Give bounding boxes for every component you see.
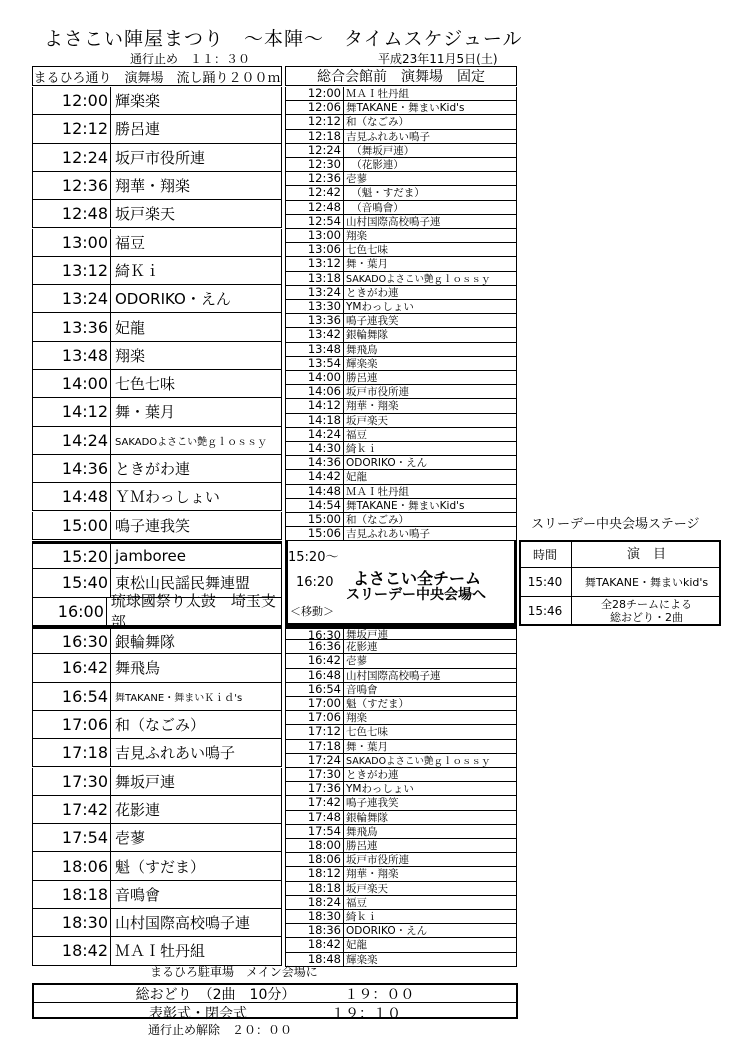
- right-schedule-row: [285, 328, 517, 342]
- right-row-team: ODORIKO・えん: [346, 457, 428, 470]
- right-schedule-row: [285, 669, 517, 683]
- right-schedule-row: [285, 711, 517, 725]
- stage-title: スリーデー中央会場ステージ: [531, 517, 700, 532]
- left-schedule-row: [32, 342, 282, 370]
- right-row-time: 13:54: [286, 357, 344, 370]
- left-row-team: 坂戸楽天: [115, 205, 176, 224]
- right-row-time: 18:06: [286, 853, 344, 866]
- right-row-time: 14:12: [286, 399, 344, 412]
- left-row-team: 琉球國祭り太鼓 埼玉支部: [110, 592, 276, 632]
- right-row-team: 吉見ふれあい鳴子: [346, 528, 430, 541]
- right-schedule-row: [285, 953, 517, 967]
- right-schedule-row: [285, 470, 517, 484]
- right-schedule-row: [285, 442, 517, 456]
- right-row-time: 14:48: [286, 485, 344, 498]
- right-row-team: 翔楽: [346, 712, 367, 725]
- right-row-time: 13:42: [286, 328, 344, 341]
- left-row-team: jamboree: [115, 547, 186, 566]
- right-row-team: 舞飛鳥: [346, 343, 378, 356]
- left-schedule-row: [32, 881, 282, 909]
- right-schedule-row: [285, 428, 517, 442]
- right-schedule-row: [285, 499, 517, 513]
- right-schedule-row: [285, 130, 517, 144]
- right-row-team: 輝楽楽: [346, 953, 378, 966]
- right-schedule-row: [285, 725, 517, 739]
- stage-row-time: 15:46: [519, 597, 572, 625]
- right-row-team: ODORIKO・えん: [346, 925, 428, 938]
- right-row-team: ときがわ連: [346, 769, 399, 782]
- right-row-team: 山村国際高校鳴子連: [346, 669, 441, 682]
- left-column-header: まるひろ通り 演舞場 流し踊り２００ｍ: [32, 66, 282, 86]
- left-row-team: 妃龍: [115, 318, 146, 337]
- stage-row: [519, 597, 721, 625]
- right-row-time: 13:00: [286, 229, 344, 242]
- left-row-team: 壱蓼: [115, 829, 146, 848]
- right-schedule-row: [285, 399, 517, 413]
- right-row-team: YMわっしょい: [346, 301, 414, 314]
- right-schedule-row: [285, 938, 517, 952]
- right-row-time: 12:36: [286, 172, 344, 185]
- right-row-team: （魁・すだま）: [346, 187, 425, 200]
- right-row-team: 舞・葉月: [346, 258, 388, 271]
- left-schedule-row: [32, 398, 282, 426]
- all-teams-text: よさこい全チーム: [353, 569, 482, 588]
- right-row-team: 鳴子連我笑: [346, 797, 399, 810]
- right-schedule-row: [285, 754, 517, 768]
- right-row-team: YMわっしょい: [346, 783, 414, 796]
- left-schedule-row: [32, 711, 282, 739]
- page-title: よさこい陣屋まつり ～本陣～ タイムスケジュール: [44, 28, 523, 50]
- right-schedule-row: [285, 740, 517, 754]
- road-reopen-time: 通行止め解除 ２０：００: [148, 1023, 293, 1037]
- right-schedule-row: [285, 201, 517, 215]
- right-row-team: SAKADOよさこい艶ｇｌｏｓｓｙ: [346, 274, 491, 286]
- right-row-team: 吉見ふれあい鳴子: [346, 130, 430, 143]
- right-row-team: ときがわ連: [346, 286, 399, 299]
- right-row-time: 17:54: [286, 825, 344, 838]
- right-row-time: 12:12: [286, 115, 344, 128]
- right-schedule-row: [285, 257, 517, 271]
- left-schedule-row: [32, 937, 282, 965]
- left-schedule-row: [32, 592, 282, 632]
- right-schedule-row: [285, 343, 517, 357]
- left-row-team: 翔楽: [115, 346, 146, 365]
- right-schedule-row: [285, 158, 517, 172]
- left-row-time: 17:06: [33, 711, 111, 738]
- right-row-time: 14:24: [286, 428, 344, 441]
- right-schedule-row: [285, 485, 517, 499]
- left-schedule-row: [32, 455, 282, 483]
- right-schedule-row: [285, 654, 517, 668]
- right-row-time: 18:42: [286, 938, 344, 951]
- right-row-team: 勝呂連: [346, 372, 378, 385]
- right-schedule-row: [285, 286, 517, 300]
- right-column-header: 総合会館前 演舞場 固定: [285, 66, 517, 86]
- right-row-team: （花影連）: [346, 159, 404, 172]
- left-row-time: 18:30: [33, 909, 111, 936]
- right-schedule-row: [285, 768, 517, 782]
- right-row-team: 翔華・翔楽: [346, 868, 399, 881]
- left-row-team: 翔華・翔楽: [115, 177, 191, 196]
- right-row-team: 坂戸楽天: [346, 882, 388, 895]
- left-row-team: 舞飛鳥: [115, 659, 161, 678]
- right-row-time: 13:12: [286, 257, 344, 270]
- right-row-time: 14:18: [286, 414, 344, 427]
- right-row-team: 和（なごみ）: [346, 116, 409, 129]
- left-row-time: 17:54: [33, 824, 111, 851]
- right-row-time: 17:48: [286, 811, 344, 824]
- right-schedule-row: [285, 626, 517, 640]
- central-venue-text: スリーデー中央会場へ: [346, 587, 486, 603]
- left-row-time: 12:48: [33, 200, 111, 227]
- left-schedule-row: [32, 824, 282, 852]
- left-row-team: ＹＭわっしょい: [115, 488, 220, 507]
- move-start-time: 15:20～: [288, 550, 339, 565]
- right-schedule-row: [285, 385, 517, 399]
- right-schedule-row: [285, 229, 517, 243]
- left-row-time: 16:42: [33, 654, 111, 681]
- left-row-time: 18:42: [33, 937, 111, 964]
- left-row-time: 12:24: [33, 144, 111, 171]
- right-schedule-row: [285, 683, 517, 697]
- right-schedule-row: [285, 215, 517, 229]
- move-end-time: 16:20: [296, 575, 334, 590]
- right-schedule-row: [285, 186, 517, 200]
- right-row-team: 鳴子連我笑: [346, 315, 399, 328]
- left-row-time: 17:30: [33, 768, 111, 795]
- right-row-time: 18:48: [286, 953, 344, 966]
- right-row-team: 翔楽: [346, 230, 367, 243]
- left-schedule-row: [32, 512, 282, 540]
- right-row-team: 舞・葉月: [346, 740, 388, 753]
- left-schedule-row: [32, 200, 282, 228]
- right-schedule-row: [285, 115, 517, 129]
- left-row-time: 16:00: [33, 598, 107, 625]
- right-row-time: 17:12: [286, 725, 344, 738]
- right-row-team: 坂戸市役所連: [346, 386, 409, 399]
- left-schedule-row: [32, 285, 282, 313]
- left-row-time: 15:20: [33, 544, 111, 568]
- left-schedule-row: [32, 115, 282, 143]
- right-row-time: 16:30: [286, 629, 344, 639]
- right-row-team: 輝楽楽: [346, 357, 378, 370]
- left-row-team: 七色七味: [115, 375, 176, 394]
- right-schedule-row: [285, 456, 517, 470]
- right-schedule-row: [285, 87, 517, 101]
- left-schedule-row: [32, 739, 282, 767]
- right-schedule-row: [285, 811, 517, 825]
- stage-row-item: 舞TAKANE・舞まいkid's: [584, 575, 709, 589]
- right-row-time: 15:00: [286, 513, 344, 526]
- right-row-time: 17:00: [286, 697, 344, 710]
- left-row-team: SAKADOよさこい艶ｇｌｏｓｓｙ: [115, 436, 268, 448]
- left-row-team: 魁（すだま）: [115, 857, 206, 876]
- right-row-time: 12:18: [286, 130, 344, 143]
- right-row-time: 13:30: [286, 300, 344, 313]
- left-row-team: 山村国際高校鳴子連: [115, 914, 251, 933]
- left-row-team: 銀輪舞隊: [115, 632, 176, 651]
- move-label: ＜移動＞: [290, 605, 334, 618]
- right-schedule-row: [285, 697, 517, 711]
- stage-row: [519, 568, 721, 597]
- stage-head-item: 演 目: [626, 546, 666, 562]
- left-row-team: 花影連: [115, 800, 161, 819]
- right-row-team: 舞TAKANE・舞まいKid's: [346, 499, 465, 512]
- left-row-team: 吉見ふれあい鳴子: [115, 744, 236, 763]
- left-schedule-row: [32, 370, 282, 398]
- right-schedule-row: [285, 243, 517, 257]
- right-row-time: 12:24: [286, 144, 344, 157]
- stage-row-time: 15:40: [519, 568, 572, 596]
- right-schedule-row: [285, 640, 517, 654]
- right-row-time: 18:00: [286, 839, 344, 852]
- left-row-team: ODORIKO・えん: [115, 290, 231, 309]
- stage-head-time: 時間: [519, 541, 572, 567]
- right-row-time: 17:42: [286, 796, 344, 809]
- right-schedule-row: [285, 853, 517, 867]
- event-date: 平成23年11月5日(土): [378, 52, 498, 66]
- left-schedule-row: [32, 172, 282, 200]
- left-row-team: 鳴子連我笑: [115, 516, 191, 535]
- right-row-time: 18:30: [286, 910, 344, 923]
- right-row-team: 綺ｋｉ: [346, 911, 378, 924]
- left-row-time: 14:48: [33, 483, 111, 510]
- left-row-team: 音鳴會: [115, 885, 161, 904]
- right-row-team: （舞坂戸連）: [346, 144, 415, 157]
- right-row-team: SAKADOよさこい艶ｇｌｏｓｓｙ: [346, 756, 491, 768]
- right-row-team: 妃龍: [346, 939, 367, 952]
- right-schedule-row: [285, 825, 517, 839]
- right-row-time: 16:42: [286, 654, 344, 667]
- right-row-team: 舞飛鳥: [346, 825, 378, 838]
- road-closure-time: 通行止め １１：３０: [130, 52, 251, 66]
- right-row-time: 17:06: [286, 711, 344, 724]
- left-schedule-row: [32, 852, 282, 880]
- right-schedule-row: [285, 924, 517, 938]
- right-schedule-row: [285, 839, 517, 853]
- left-schedule-row: [32, 427, 282, 455]
- left-row-time: 13:48: [33, 342, 111, 369]
- left-row-time: 12:00: [33, 87, 111, 114]
- left-row-time: 13:36: [33, 313, 111, 340]
- right-row-team: 坂戸楽天: [346, 414, 388, 427]
- right-row-time: 18:18: [286, 882, 344, 895]
- left-schedule-row: [32, 796, 282, 824]
- right-row-time: 13:48: [286, 343, 344, 356]
- right-row-time: 14:42: [286, 470, 344, 483]
- right-row-time: 18:24: [286, 896, 344, 909]
- right-row-team: 七色七味: [346, 726, 388, 739]
- left-row-time: 14:12: [33, 398, 111, 425]
- left-row-team: 坂戸市役所連: [115, 148, 206, 167]
- right-row-time: 17:36: [286, 782, 344, 795]
- left-row-team: 舞坂戸連: [115, 772, 176, 791]
- right-row-team: 翔華・翔楽: [346, 400, 399, 413]
- left-row-time: 16:54: [33, 683, 111, 710]
- right-row-time: 16:54: [286, 683, 344, 696]
- left-row-time: 14:24: [33, 427, 111, 454]
- right-row-team: 舞TAKANE・舞まいKid's: [346, 102, 465, 115]
- right-row-time: 17:24: [286, 754, 344, 767]
- left-schedule-row: [32, 257, 282, 285]
- left-row-team: 勝呂連: [115, 120, 161, 139]
- right-schedule-row: [285, 513, 517, 527]
- left-row-time: 13:24: [33, 285, 111, 312]
- right-schedule-row: [285, 101, 517, 115]
- right-row-time: 12:48: [286, 201, 344, 214]
- right-row-time: 18:12: [286, 867, 344, 880]
- right-row-time: 14:06: [286, 385, 344, 398]
- main-venue-label: まるひろ駐車場 メイン会場に: [150, 965, 318, 979]
- left-schedule-row: [32, 144, 282, 172]
- right-schedule-row: [285, 782, 517, 796]
- right-row-time: 16:36: [286, 640, 344, 653]
- right-row-team: 七色七味: [346, 244, 388, 257]
- left-row-team: 輝楽楽: [115, 92, 161, 111]
- right-row-team: 坂戸市役所連: [346, 854, 409, 867]
- right-row-time: 12:00: [286, 87, 344, 100]
- right-row-time: 18:36: [286, 924, 344, 937]
- left-row-team: 和（なごみ）: [115, 716, 206, 735]
- left-schedule-row: [32, 654, 282, 682]
- stage-row-item: 全28チームによる 総おどり・2曲: [601, 598, 692, 624]
- left-row-time: 16:30: [33, 629, 111, 653]
- right-row-team: 勝呂連: [346, 840, 378, 853]
- left-row-team: ＭＡＩ牡丹組: [115, 942, 206, 961]
- left-schedule-row: [32, 768, 282, 796]
- right-row-team: 銀輪舞隊: [346, 811, 388, 824]
- left-row-time: 17:18: [33, 739, 111, 766]
- right-row-time: 14:54: [286, 499, 344, 512]
- right-row-time: 17:18: [286, 740, 344, 753]
- right-row-team: 音鳴會: [346, 683, 378, 696]
- left-schedule-row: [32, 87, 282, 115]
- right-row-team: 銀輪舞隊: [346, 329, 388, 342]
- stage-header-row: [519, 541, 721, 568]
- right-row-time: 13:24: [286, 286, 344, 299]
- right-schedule-row: [285, 300, 517, 314]
- right-row-team: （音鳴會）: [346, 201, 404, 214]
- left-row-time: 14:00: [33, 370, 111, 397]
- right-row-time: 13:36: [286, 314, 344, 327]
- right-row-team: 和（なごみ）: [346, 514, 409, 527]
- right-row-team: 福豆: [346, 896, 367, 909]
- left-row-team: 舞・葉月: [115, 403, 176, 422]
- right-schedule-row: [285, 172, 517, 186]
- left-schedule-row: [32, 313, 282, 341]
- right-row-team: 魁（すだま）: [346, 698, 409, 711]
- right-schedule-row: [285, 371, 517, 385]
- left-schedule-row: [32, 683, 282, 711]
- left-row-team: 舞TAKANE・舞まいＫｉｄ's: [115, 692, 243, 704]
- left-row-team: ときがわ連: [115, 460, 191, 479]
- right-schedule-row: [285, 882, 517, 896]
- left-row-time: 18:18: [33, 881, 111, 908]
- right-schedule-row: [285, 314, 517, 328]
- right-schedule-row: [285, 867, 517, 881]
- right-row-time: 17:30: [286, 768, 344, 781]
- left-row-team: 東松山民謡民舞連盟: [115, 574, 251, 593]
- left-row-time: 12:12: [33, 115, 111, 142]
- right-schedule-row: [285, 357, 517, 371]
- right-schedule-row: [285, 910, 517, 924]
- right-row-team: 山村国際高校鳴子連: [346, 215, 441, 228]
- left-row-time: 13:00: [33, 229, 111, 256]
- left-row-time: 12:36: [33, 172, 111, 199]
- right-schedule-row: [285, 144, 517, 158]
- left-row-time: 18:06: [33, 852, 111, 879]
- right-row-team: 花影連: [346, 641, 378, 654]
- right-row-time: 14:00: [286, 371, 344, 384]
- ceremony-line: 表彰式・閉会式 １９：１０: [32, 1002, 518, 1020]
- right-row-team: ＭＡＩ牡丹組: [346, 88, 409, 101]
- right-schedule-row: [285, 896, 517, 910]
- left-schedule-row: [32, 626, 282, 654]
- left-schedule-row: [32, 483, 282, 511]
- left-row-time: 13:12: [33, 257, 111, 284]
- right-row-team: 福豆: [346, 428, 367, 441]
- right-schedule-row: [285, 414, 517, 428]
- right-row-time: 14:36: [286, 456, 344, 469]
- right-schedule-row: [285, 272, 517, 286]
- right-row-team: 綺ｋｉ: [346, 443, 378, 456]
- right-row-time: 12:30: [286, 158, 344, 171]
- left-schedule-row: [32, 909, 282, 937]
- right-row-team: 舞坂戸連: [346, 628, 388, 641]
- left-row-team: 福豆: [115, 233, 146, 252]
- left-row-time: 17:42: [33, 796, 111, 823]
- right-schedule-row: [285, 796, 517, 810]
- right-row-team: 妃龍: [346, 471, 367, 484]
- right-row-team: 壱蓼: [346, 173, 367, 186]
- left-schedule-row: [32, 229, 282, 257]
- finale-dance-line: 総おどり （2曲 10分） １９：００: [135, 987, 415, 1003]
- left-row-time: 15:00: [33, 512, 111, 539]
- right-row-time: 15:06: [286, 527, 344, 540]
- left-row-time: 14:36: [33, 455, 111, 482]
- right-row-time: 14:30: [286, 442, 344, 455]
- right-row-time: 12:54: [286, 215, 344, 228]
- left-schedule-row: [32, 541, 282, 569]
- right-row-time: 12:06: [286, 101, 344, 114]
- right-row-team: 壱蓼: [346, 655, 367, 668]
- left-row-team: 綺Ｋｉ: [115, 261, 161, 280]
- right-row-time: 13:18: [286, 272, 344, 285]
- left-row-time: 15:40: [33, 569, 111, 596]
- right-row-time: 16:48: [286, 669, 344, 682]
- right-row-team: ＭＡＩ牡丹組: [346, 485, 409, 498]
- right-row-time: 13:06: [286, 243, 344, 256]
- right-row-time: 12:42: [286, 186, 344, 199]
